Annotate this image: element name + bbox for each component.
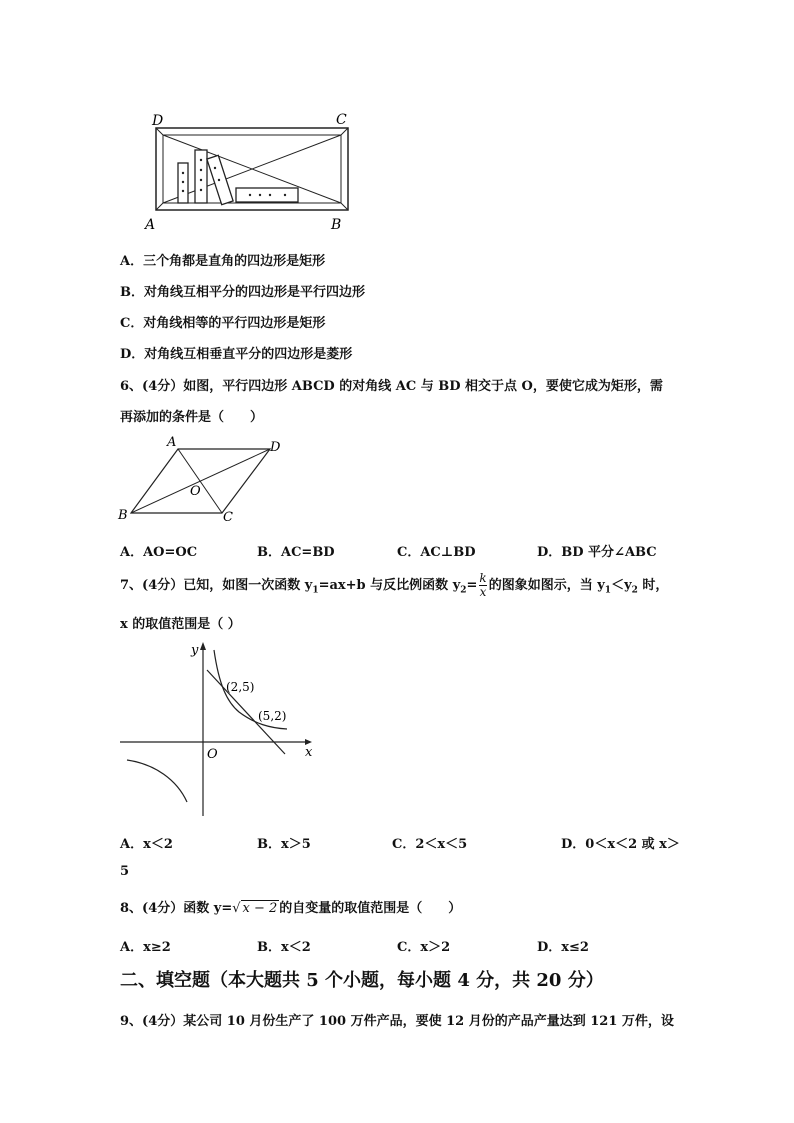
q6-option-c: C．AC⊥BD	[397, 545, 476, 560]
label-a: A	[167, 435, 177, 450]
q8-option-b: B．x＜2	[257, 940, 311, 955]
figure-function-graph	[115, 640, 325, 820]
label-x: x	[305, 745, 313, 760]
q7-option-b: B．x＞5	[257, 837, 311, 852]
q6-stem-line2: 再添加的条件是（ ）	[120, 410, 264, 425]
label-c: C	[336, 112, 347, 128]
label-y: y	[191, 643, 199, 658]
label-o: O	[190, 484, 201, 499]
point-label-2-5: (2,5)	[226, 680, 255, 694]
q5-option-c: C．对角线相等的平行四边形是矩形	[120, 316, 326, 331]
figure-parallelogram	[115, 432, 290, 524]
q7-option-d: D．0＜x＜2 或 x＞	[561, 837, 680, 852]
label-d: D	[270, 440, 281, 455]
q6-option-a: A．AO=OC	[120, 545, 198, 560]
figure-bookshelf	[140, 108, 360, 233]
q8-stem: 8、(4分）函数 y=√ x − 2 的自变量的取值范围是（ ）	[120, 901, 462, 916]
q6-option-d: D．BD 平分∠ABC	[537, 545, 657, 560]
point-label-5-2: (5,2)	[258, 709, 287, 723]
label-b: B	[118, 508, 128, 523]
q7-option-d-continued: 5	[120, 864, 130, 879]
q9-stem: 9、(4分）某公司 10 月份生产了 100 万件产品，要使 12 月份的产品产量达到 121 万件，设	[120, 1014, 674, 1029]
q8-option-a: A．x≥2	[120, 940, 171, 955]
label-b: B	[331, 217, 342, 233]
q5-option-a: A．三个角都是直角的四边形是矩形	[120, 254, 326, 269]
section-title-fill-in: 二、填空题（本大题共 5 个小题，每小题 4 分，共 20 分）	[120, 970, 604, 991]
q7-stem-line2: x 的取值范围是（ ）	[120, 617, 241, 632]
label-a: A	[145, 217, 156, 233]
q7-stem-line1: 7、(4分）已知，如图一次函数 $y_1=ax+b$ 与反比例函数 $y_2=$ $\frac{k}{x}$ 的图象如图示，当 $y_1<y_2$ 时，	[120, 571, 669, 599]
hyperbola-branch-q3	[127, 760, 187, 802]
q6-option-b: B．AC=BD	[257, 545, 335, 560]
q5-option-b: B．对角线互相平分的四边形是平行四边形	[120, 285, 365, 300]
q7-option-c: C．2＜x＜5	[392, 837, 468, 852]
q7-option-a: A．x＜2	[120, 837, 173, 852]
q5-option-d: D．对角线互相垂直平分的四边形是菱形	[120, 347, 353, 362]
q6-stem-line1: 6、(4分）如图，平行四边形 ABCD 的对角线 AC 与 BD 相交于点 O，要使它成为矩形，需	[120, 379, 663, 394]
sqrt-expression: √ x − 2	[232, 901, 278, 916]
label-c: C	[223, 510, 233, 524]
label-d: D	[152, 113, 164, 129]
q8-option-d: D．x≤2	[537, 940, 589, 955]
label-origin: O	[207, 747, 218, 762]
diagonal-bd	[131, 449, 270, 513]
fraction-k-over-x: $\frac{k}{x}$	[479, 571, 487, 599]
q8-option-c: C．x＞2	[397, 940, 451, 955]
